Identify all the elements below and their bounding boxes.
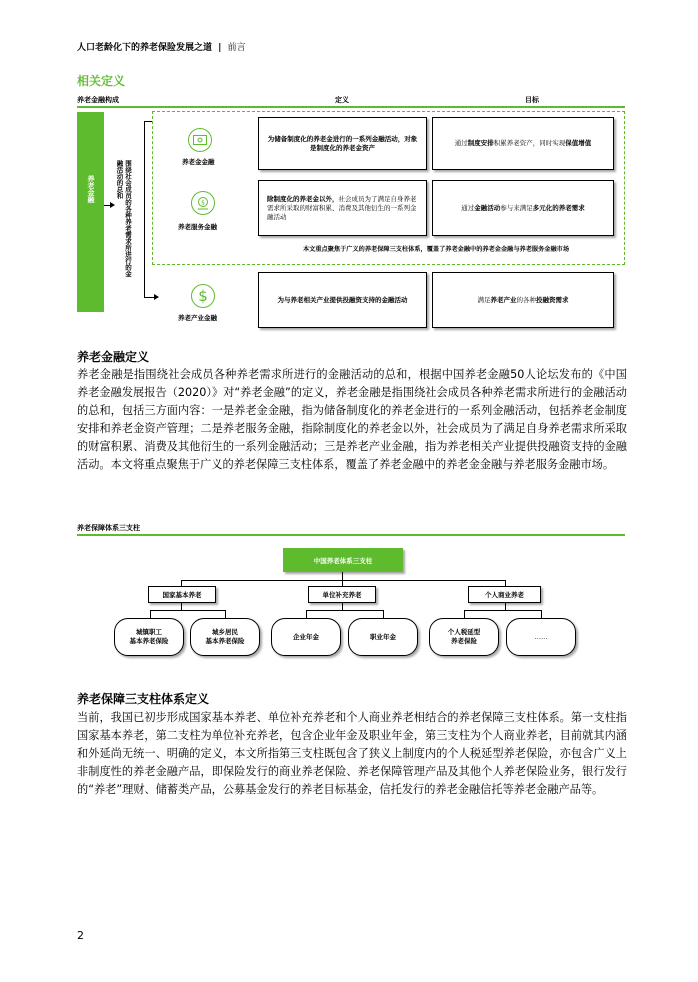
- p2-left: [306, 610, 307, 618]
- row-label-industry: 养老产业金融: [178, 314, 217, 322]
- pillars-title: 养老保障体系三支柱: [77, 524, 140, 532]
- root-branch: [181, 580, 505, 581]
- goal-pre: 通过: [461, 203, 475, 212]
- goal-box-industry: [432, 272, 614, 328]
- goal-pre: 满足: [477, 295, 491, 304]
- focus-note: 本文重点聚焦于广义的养老保障三支柱体系，覆盖了养老金融中的养老金金融与养老服务金融市场: [302, 246, 570, 253]
- p2-branch: [306, 610, 384, 611]
- col-definition-header: 定义: [335, 96, 349, 104]
- pillar-3-child-2: ……: [506, 618, 576, 656]
- def-em: 社会成员为了满足自身养老需求所采取的财富积累、消费及其他衍生的一系列金融活动: [267, 194, 417, 221]
- row-label-pension: 养老金金融: [182, 158, 215, 166]
- header-section: 前言: [227, 43, 246, 53]
- p1-branch: [150, 610, 226, 611]
- p1-right: [225, 610, 226, 618]
- goal-pre: 通过: [454, 139, 468, 147]
- p2-right: [383, 610, 384, 618]
- pillar-2-child-2: 职业年金: [348, 618, 418, 656]
- pillar-1-child-1: 城镇职工 基本养老保险: [114, 618, 184, 656]
- p2-stem: [342, 603, 343, 610]
- root-subtitle: 围绕社会成员的各种养老需求所进行的金融活动的总和: [115, 160, 132, 277]
- p3-branch: [464, 610, 542, 611]
- p3-right: [541, 610, 542, 618]
- col-goal-header: 目标: [525, 96, 539, 104]
- cash-icon: [188, 128, 212, 152]
- goal-em: 制度安排: [467, 139, 494, 147]
- definition-box-pension: [258, 117, 427, 170]
- goal-em2: 投融资需求: [536, 295, 569, 304]
- root-arrow-head: [110, 202, 115, 208]
- bracket-arrow-head: [154, 294, 159, 300]
- section1-title: 养老金融定义: [77, 350, 150, 364]
- root-label: 养老金融: [87, 175, 95, 203]
- section1-body: 养老金融是指围绕社会成员各种养老需求所进行的金融活动的总和，根据中国养老金融50人论坛发布的《中国养老金融发展报告（2020）》对“养老金融”的定义，养老金融是指围绕社会成员各种养老需求所进行的金融活动的总和，包括三方面内容：一是养老金金融，指为储备制度化的养老金进行的一系列金融活动，包括养老金制度安排和养老金资产管理；二是养老服务金融，指除制度化的养老金以外，社会成员为了满足自身养老需求所采取的财富积累、消费及其他衍生的一系列金融活动；三是养老产业金融，指为养老相关产业提供投融资支持的金融活动。本文将重点聚焦于广义的养老保障三支柱体系，覆盖了养老金融中的养老金金融与养老服务金融市场。: [77, 368, 627, 472]
- col-structure-header: 养老金融构成: [77, 96, 119, 104]
- pillars-root: 中国养老体系三支柱: [283, 548, 403, 572]
- def-text: 为储备制度化的养老金进行的一系列金融活动，对象是: [267, 134, 418, 152]
- header-title: 人口老龄化下的养老保险发展之道: [77, 43, 213, 53]
- p1-left: [150, 610, 151, 618]
- pillar-1-box: 国家基本养老: [148, 586, 216, 603]
- p3-stem: [505, 603, 506, 610]
- pillar-2-child-1: 企业年金: [271, 618, 341, 656]
- p3-left: [464, 610, 465, 618]
- bracket-top: [144, 121, 152, 122]
- goal-mid: 的各种: [516, 295, 536, 304]
- def-text: 除制度化的养老金以外，: [267, 194, 339, 203]
- pillar-3-box: 个人商业养老: [468, 586, 541, 603]
- pillar-2-box: 单位补充养老: [308, 586, 376, 603]
- page-number: 2: [77, 929, 84, 942]
- goal-em2: 多元化的养老需求: [532, 203, 585, 212]
- def-text: 为与养老相关产业提供投融资支持的金融活动: [277, 295, 408, 304]
- bracket-vertical: [144, 121, 145, 297]
- dollar-icon: $: [191, 284, 215, 308]
- goal-mid: 参与来满足: [500, 203, 533, 212]
- pillar-3-child-1: 个人税延型 养老保险: [429, 618, 499, 656]
- pillars-rule: [77, 534, 625, 536]
- section2-title: 养老保障三支柱体系定义: [77, 692, 210, 706]
- root-bar: [77, 112, 104, 312]
- goal-em: 养老产业: [490, 295, 517, 304]
- root-stem: [342, 572, 343, 580]
- section2-body: 当前，我国已初步形成国家基本养老、单位补充养老和个人商业养老相结合的养老保障三支柱体系。第一支柱指国家基本养老，第二支柱为单位补充养老，包含企业年金及职业年金，第三支柱为个人商业养老，目前就其内涵和外延尚无统一、明确的定义，本文所指第三支柱既包含了狭义上制度内的个人税延型养老保险，亦包含广义上非制度性的养老金融产品，即保险发行的商业养老保险、养老保障管理产品及其他个人养老保险业务，银行发行的“养老”理财、储蓄类产品，公募基金发行的养老目标基金，信托发行的养老金融信托等养老金融产品等。: [77, 711, 627, 797]
- definitions-title: 相关定义: [77, 74, 126, 88]
- table-top-rule: [77, 106, 625, 108]
- p1-stem: [181, 603, 182, 610]
- coin-hand-icon: [191, 191, 215, 215]
- goal-box-service: [432, 180, 614, 236]
- svg-text:$: $: [201, 199, 205, 207]
- goal-em: 金融活动: [474, 203, 501, 212]
- pillar-1-child-2: 城乡居民 基本养老保险: [190, 618, 260, 656]
- def-em: 制度化的养老金资产: [316, 143, 375, 152]
- running-header: [77, 40, 246, 53]
- header-divider: |: [218, 43, 222, 53]
- definition-box-service: [258, 180, 427, 236]
- goal-box-pension: [432, 117, 614, 170]
- row-label-service: 养老服务金融: [178, 223, 217, 231]
- goal-mid: 积累养老资产，同时实现: [493, 139, 566, 147]
- definition-box-industry: [258, 272, 427, 328]
- goal-em2: 保值增值: [565, 139, 592, 147]
